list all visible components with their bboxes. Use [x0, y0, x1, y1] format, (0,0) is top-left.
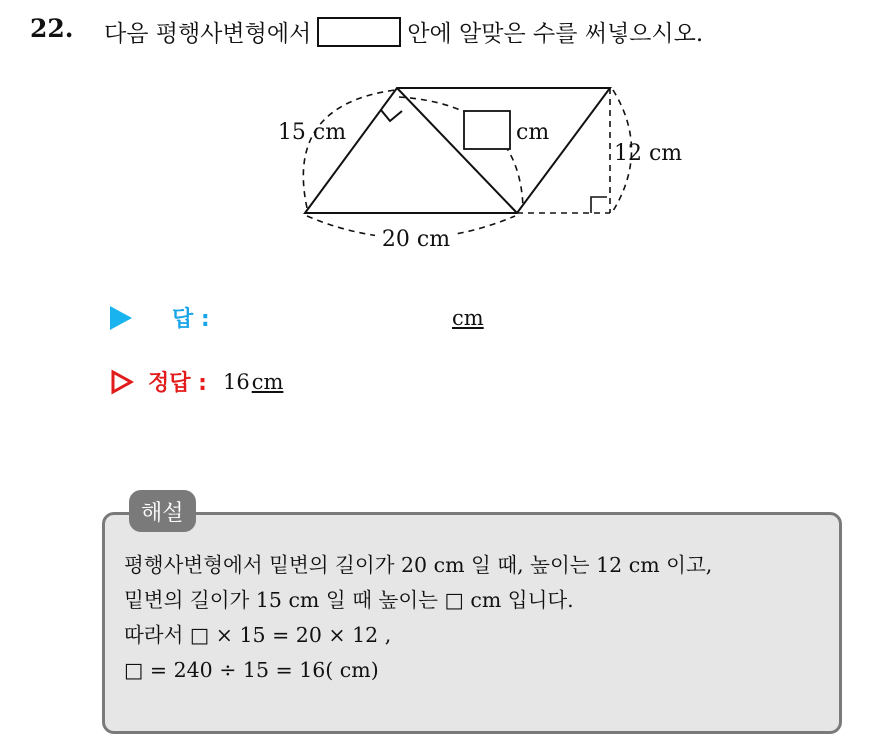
right-angle-mark-bottom — [591, 197, 607, 213]
answer-input-unit[interactable]: cm — [452, 306, 484, 330]
explanation-tag: 해설 — [129, 490, 196, 532]
label-base: 20 cm — [381, 227, 451, 252]
label-height: 12 cm — [614, 141, 683, 166]
right-angle-mark-top — [381, 110, 402, 121]
explanation-line-2: 밑변의 길이가 15 cm 일 때 높이는 □ cm 입니다. — [124, 588, 574, 612]
side-brace-dashed — [303, 90, 395, 208]
label-unknown-unit: cm — [516, 120, 550, 145]
explanation-text — [124, 548, 712, 688]
question-text-after: 안에 알맞은 수를 써넣으시오. — [407, 21, 704, 47]
explanation-line-1: 평행사변형에서 밑변의 길이가 20 cm 일 때, 높이는 12 cm 이고, — [124, 553, 713, 577]
question-number: 22. — [30, 14, 74, 43]
explanation-line-3: 따라서 □ × 15 = 20 × 12 , — [124, 623, 392, 647]
correct-answer-value — [223, 370, 283, 394]
correct-answer-row — [110, 366, 283, 397]
answer-label: 답 : — [172, 307, 210, 332]
unknown-value-box — [464, 111, 510, 149]
explanation-line-4: □ = 240 ÷ 15 = 16( cm) — [124, 658, 379, 682]
correct-answer-unit: cm — [251, 369, 284, 394]
label-side: 15 cm — [277, 120, 347, 145]
parallelogram-figure — [0, 0, 884, 280]
filled-triangle-icon — [110, 306, 132, 330]
correct-answer-label: 정답 : — [148, 371, 207, 396]
answer-row — [110, 302, 210, 333]
correct-answer-number: 16 — [222, 369, 250, 394]
question-text-before: 다음 평행사변형에서 — [104, 21, 312, 47]
outline-triangle-icon — [110, 369, 134, 395]
